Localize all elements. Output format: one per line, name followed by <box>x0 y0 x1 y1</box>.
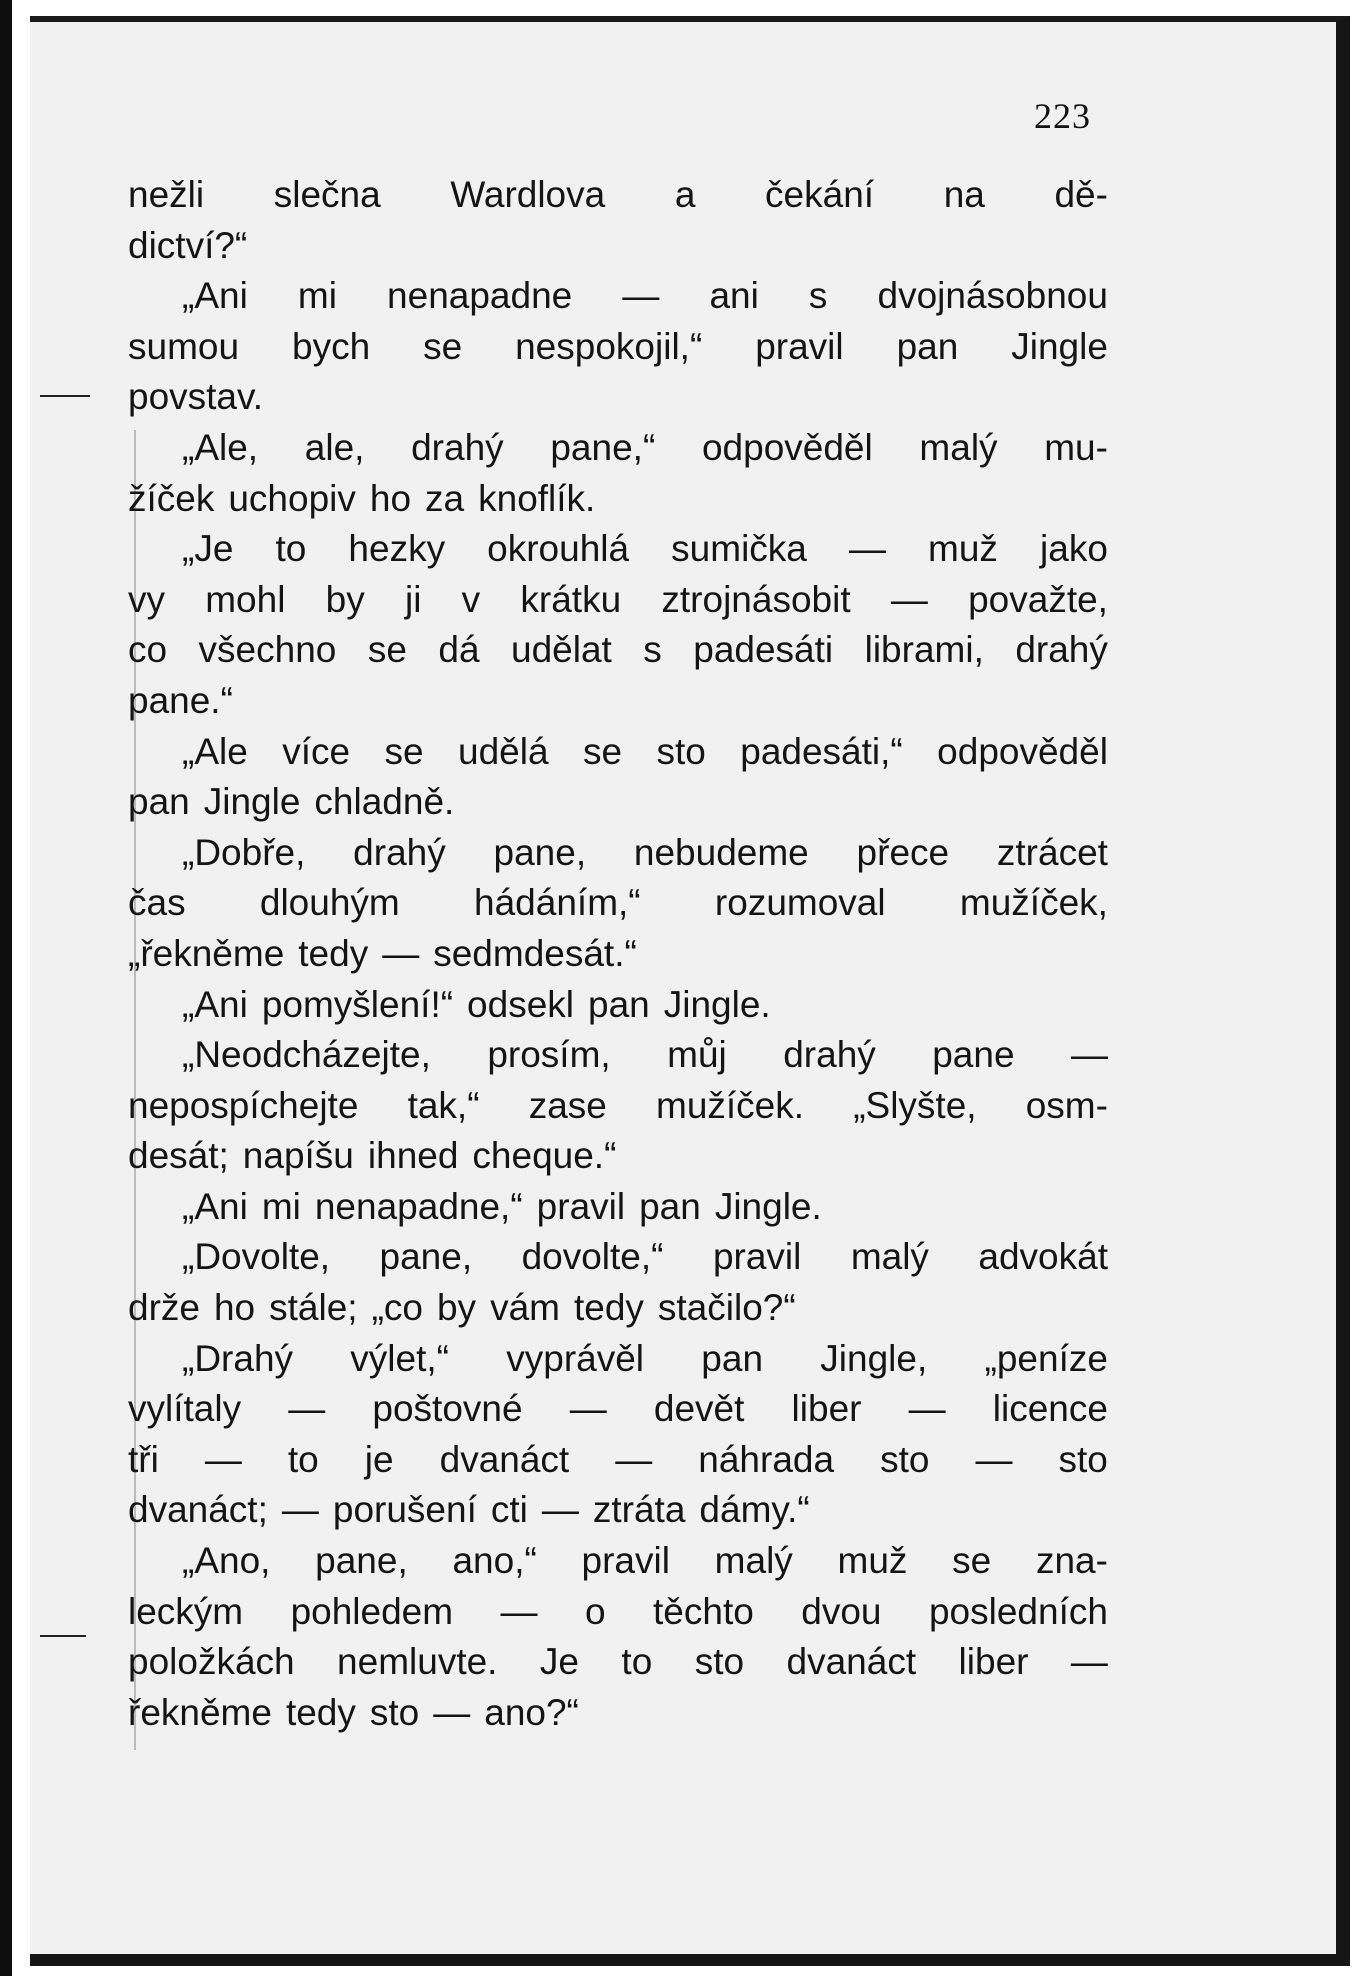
word: napíšu <box>242 1135 354 1177</box>
word: Je <box>539 1641 579 1683</box>
word: přece <box>856 831 950 873</box>
word: Wardlova <box>450 174 606 215</box>
word: „Ani <box>182 275 248 317</box>
text-line <box>128 423 1108 474</box>
word: ho <box>213 1287 256 1329</box>
word: dlouhým <box>259 882 400 924</box>
word: „Ano, <box>182 1540 271 1582</box>
word: nenapadne <box>387 275 573 317</box>
word: pan <box>588 983 650 1025</box>
word: považte, <box>968 578 1108 620</box>
word: dovolte,“ <box>521 1236 664 1278</box>
word: „co <box>371 1287 423 1329</box>
word: dvanáct <box>439 1438 570 1480</box>
word: ihned <box>367 1135 459 1177</box>
word: „Je <box>182 528 234 570</box>
word: desát; <box>128 1135 229 1177</box>
word: — <box>908 1388 946 1430</box>
word: zase <box>528 1084 607 1126</box>
word: advokát <box>978 1236 1108 1278</box>
word: nespokojil,“ <box>515 325 703 367</box>
word: odpověděl <box>937 730 1108 772</box>
text-line <box>128 1182 1108 1233</box>
word: prosím, <box>487 1034 611 1076</box>
word: řekněme <box>128 1691 272 1733</box>
word: čekání <box>765 174 875 215</box>
word: liber <box>791 1388 862 1430</box>
word: pan <box>128 781 190 823</box>
word: — <box>204 1438 242 1480</box>
word: se <box>384 730 424 772</box>
word: pane, <box>493 831 587 873</box>
text-line <box>128 828 1108 879</box>
word: náhrada <box>698 1438 835 1480</box>
word: a <box>674 174 696 215</box>
word: s <box>808 275 828 317</box>
word: — <box>288 1388 326 1430</box>
text-line <box>128 625 1108 676</box>
word: nežli <box>128 174 205 215</box>
text-line <box>128 271 1108 322</box>
word: se <box>952 1540 992 1582</box>
word: stále; <box>269 1287 358 1329</box>
word: stačilo?“ <box>657 1287 796 1329</box>
word: jako <box>1040 528 1108 570</box>
word: drahý <box>783 1034 876 1076</box>
word: osm- <box>1025 1084 1108 1126</box>
word: — <box>500 1590 538 1632</box>
word: pravil <box>581 1540 670 1582</box>
word: cheque.“ <box>472 1135 617 1177</box>
word: ale, <box>304 426 365 468</box>
word: by <box>436 1287 477 1329</box>
word: Jingle <box>1011 325 1108 367</box>
word: Jingle <box>203 781 301 823</box>
word: se <box>423 325 463 367</box>
text-line <box>128 575 1108 626</box>
word: na <box>943 174 985 215</box>
word: pravil <box>712 1236 802 1278</box>
word: mužíček. <box>656 1084 805 1126</box>
page-number: 223 <box>1034 96 1091 136</box>
word: „Dovolte, <box>182 1236 331 1278</box>
text-line <box>128 474 1108 525</box>
word: „Ale <box>182 730 248 772</box>
word: položkách <box>128 1641 295 1683</box>
word: žíček <box>128 477 215 519</box>
word: — <box>975 1438 1013 1480</box>
word: ho <box>369 477 412 519</box>
word: vylítaly <box>128 1388 242 1430</box>
body-text <box>128 170 1108 1738</box>
word: všechno <box>198 629 337 671</box>
word: mohl <box>205 578 286 620</box>
word: sto <box>656 730 706 772</box>
word: „peníze <box>984 1337 1108 1379</box>
word: Jingle. <box>663 983 771 1025</box>
word: sto <box>880 1438 930 1480</box>
word: — <box>622 275 660 317</box>
word: mužíček, <box>959 882 1108 924</box>
word: devět <box>653 1388 745 1430</box>
word: pravil <box>755 325 844 367</box>
word: — <box>382 932 420 974</box>
word: vyprávěl <box>506 1337 645 1379</box>
word: tedy <box>285 1691 356 1733</box>
word: drahý <box>353 831 446 873</box>
word: zna- <box>1035 1540 1108 1582</box>
word: to <box>621 1641 653 1683</box>
word: chladně. <box>314 781 455 823</box>
word: licence <box>992 1388 1108 1430</box>
word: dvanáct; <box>128 1489 268 1531</box>
word: drže <box>128 1287 200 1329</box>
word: to <box>275 528 307 570</box>
word: pravil <box>536 1185 626 1227</box>
word: „Ale, <box>182 426 259 468</box>
word: ani <box>709 275 759 317</box>
word: sedmdesát.“ <box>433 932 637 974</box>
page-binding-edge <box>0 0 12 1976</box>
word: — <box>890 578 928 620</box>
text-line <box>128 322 1108 373</box>
word: nemluvte. <box>337 1641 498 1683</box>
text-line <box>128 929 1108 980</box>
word: dvanáct <box>786 1641 917 1683</box>
word: leckým <box>128 1590 244 1632</box>
text-line <box>128 1637 1108 1688</box>
word: posledních <box>928 1590 1108 1632</box>
word: pan <box>896 325 959 367</box>
word: čas <box>128 882 186 924</box>
word: „Ani <box>182 1185 248 1227</box>
word: sto <box>1058 1438 1108 1480</box>
text-line <box>128 221 1108 272</box>
word: mi <box>297 275 337 317</box>
text-line <box>128 372 1108 423</box>
word: sumou <box>128 325 240 367</box>
text-line <box>128 524 1108 575</box>
word: „Drahý <box>182 1337 294 1379</box>
word: udělat <box>511 629 612 671</box>
word: tak,“ <box>407 1084 480 1126</box>
word: s <box>643 629 662 671</box>
word: sumička <box>671 528 807 570</box>
word: pane, <box>315 1540 408 1582</box>
word: ano,“ <box>452 1540 537 1582</box>
word: „Dobře, <box>182 831 306 873</box>
word: pan <box>701 1337 764 1379</box>
word: librami, <box>864 629 984 671</box>
word: v <box>461 578 481 620</box>
text-line <box>128 1688 1108 1739</box>
word: hádáním,“ <box>474 882 641 924</box>
word: mi <box>261 1185 301 1227</box>
word: pane <box>932 1034 1015 1076</box>
word: „Slyšte, <box>853 1084 977 1126</box>
word: tedy <box>298 932 369 974</box>
word: Jingle. <box>714 1185 822 1227</box>
word: porušení <box>332 1489 477 1531</box>
word: slečna <box>273 174 381 215</box>
word: liber <box>958 1641 1029 1683</box>
word: pan <box>639 1185 701 1227</box>
word: více <box>282 730 351 772</box>
margin-mark <box>40 395 90 397</box>
word: ztrojnásobit <box>661 578 851 620</box>
word: „Neodcházejte, <box>182 1034 431 1076</box>
text-line <box>128 980 1108 1031</box>
word: „Ani <box>182 983 248 1025</box>
text-line <box>128 1384 1108 1435</box>
word: ji <box>404 578 422 620</box>
word: — <box>541 1489 579 1531</box>
word: ztrácet <box>996 831 1108 873</box>
text-line <box>128 676 1108 727</box>
word: dvou <box>801 1590 882 1632</box>
word: uchopiv <box>228 477 356 519</box>
word: by <box>325 578 365 620</box>
word: nenapadne,“ <box>314 1185 523 1227</box>
word: padesáti <box>693 629 834 671</box>
word: bych <box>292 325 371 367</box>
word: dictví?“ <box>128 224 248 266</box>
word: — <box>433 1691 471 1733</box>
word: se <box>582 730 623 772</box>
word: — <box>848 528 886 570</box>
word: — <box>615 1438 653 1480</box>
word: okrouhlá <box>487 528 630 570</box>
word: tři <box>128 1438 159 1480</box>
word: to <box>287 1438 319 1480</box>
word: Jingle, <box>820 1337 928 1379</box>
word: se <box>367 629 407 671</box>
word: sto <box>694 1641 745 1683</box>
word: muž <box>928 528 998 570</box>
word: pane, <box>379 1236 473 1278</box>
word: dě- <box>1054 174 1108 215</box>
word: ano?“ <box>484 1691 579 1733</box>
text-line <box>128 1030 1108 1081</box>
word: — <box>1071 1034 1108 1076</box>
text-line <box>128 1334 1108 1385</box>
word: odpověděl <box>701 426 873 468</box>
text-line <box>128 1435 1108 1486</box>
word: mu- <box>1044 426 1108 468</box>
word: drahý <box>1015 629 1108 671</box>
text-line <box>128 1587 1108 1638</box>
word: drahý <box>411 426 504 468</box>
word: padesáti,“ <box>740 730 903 772</box>
word: je <box>364 1438 394 1480</box>
word: odsekl <box>467 983 574 1025</box>
word: hezky <box>348 528 446 570</box>
text-line <box>128 878 1108 929</box>
margin-mark <box>40 1635 86 1637</box>
word: můj <box>667 1034 727 1076</box>
word: vy <box>128 578 165 620</box>
text-line <box>128 1536 1108 1587</box>
word: — <box>281 1489 319 1531</box>
text-line <box>128 1131 1108 1182</box>
word: pane.“ <box>128 679 233 721</box>
word: malý <box>850 1236 929 1278</box>
word: povstav. <box>128 376 264 418</box>
word: nebudeme <box>633 831 809 873</box>
text-line <box>128 1081 1108 1132</box>
word: pohledem <box>290 1590 454 1632</box>
word: knoflík. <box>478 477 596 519</box>
word: cti <box>490 1489 528 1531</box>
word: „řekněme <box>128 932 285 974</box>
word: dámy.“ <box>699 1489 810 1531</box>
word: malý <box>714 1540 793 1582</box>
word: poštovné <box>372 1388 523 1430</box>
word: — <box>569 1388 607 1430</box>
word: dvojnásobnou <box>877 275 1108 317</box>
text-line <box>128 170 1108 221</box>
word: rozumoval <box>714 882 886 924</box>
word: — <box>1070 1641 1108 1683</box>
text-line <box>128 777 1108 828</box>
word: těchto <box>653 1590 754 1632</box>
word: za <box>425 477 465 519</box>
word: muž <box>837 1540 908 1582</box>
word: ztráta <box>592 1489 686 1531</box>
text-line <box>128 1232 1108 1283</box>
word: nepospíchejte <box>128 1084 359 1126</box>
word: dá <box>438 629 480 671</box>
word: pomyšlení!“ <box>261 983 454 1025</box>
word: co <box>128 629 168 671</box>
word: vám <box>490 1287 560 1329</box>
text-line <box>128 1283 1108 1334</box>
word: tedy <box>573 1287 644 1329</box>
text-line <box>128 727 1108 778</box>
word: pane,“ <box>550 426 656 468</box>
word: malý <box>919 426 998 468</box>
text-line <box>128 1485 1108 1536</box>
word: udělá <box>458 730 549 772</box>
word: sto <box>369 1691 420 1733</box>
word: krátku <box>520 578 622 620</box>
word: výlet,“ <box>350 1337 449 1379</box>
word: o <box>585 1590 606 1632</box>
